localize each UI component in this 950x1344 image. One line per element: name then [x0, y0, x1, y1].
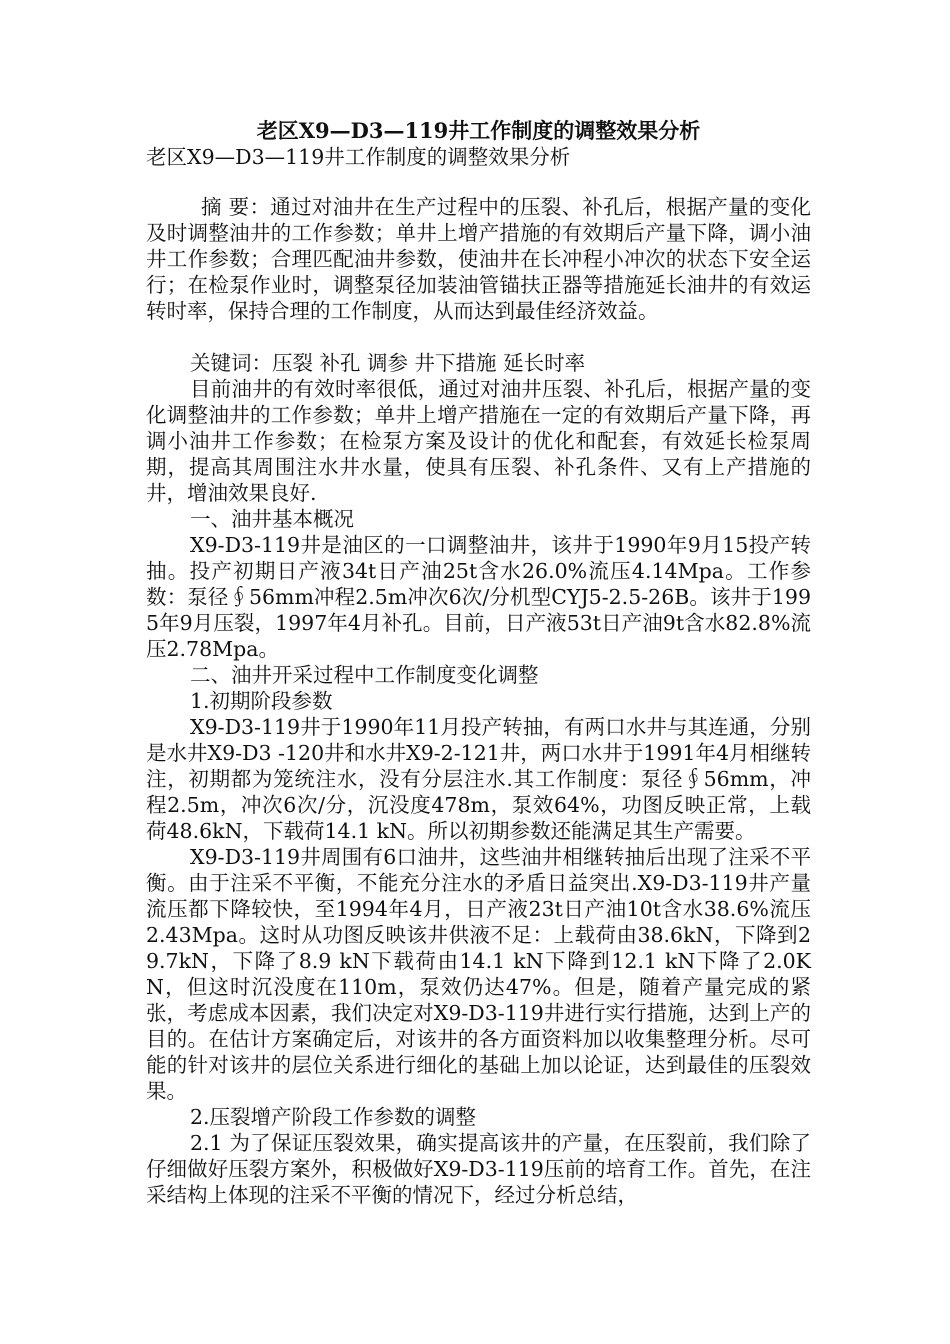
document-page [146, 118, 811, 1208]
abstract-paragraph: 摘 要：通过对油井在生产过程中的压裂、补孔后，根据产量的变化及时调整油井的工作参数；单井上增产措施的有效期后产量下降，调小油井工作参数；合理匹配油井参数，使油井在长冲程小冲次的状态下安全运行；在检泵作业时，调整泵径加装油管锚扶正器等措施延长油井的有效运转时率，保持合理的工作制度，从而达到最佳经济效益。 [146, 195, 811, 323]
well-overview-paragraph: X9-D3-119井是油区的一口调整油井，该井于1990年9月15投产转抽。投产初期日产液34t日产油25t含水26.0%流压4.14Mpa。工作参数：泵径∮56mm冲程2.5m冲次6次/分机型CYJ5-2.5-26B。该井于1995年9月压裂，1997年4月补孔。目前，日产液53t日产油9t含水82.8%流压2.78Mpa。 [146, 533, 811, 661]
initial-stage-paragraph: X9-D3-119井于1990年11月投产转抽，有两口水井与其连通，分别是水井X9-D3 -120井和水井X9-2-121井，两口水井于1991年4月相继转注，初期都为笼统注水，没有分层注水.其工作制度：泵径∮56mm，冲程2.5m，冲次6次/分，沉没度478m，泵效64%，功图反映正常，上载荷48.6kN，下载荷14.1 kN。所以初期参数还能满足其生产需要。 [146, 715, 811, 843]
subsection-heading-1: 1.初期阶段参数 [190, 689, 333, 713]
imbalance-paragraph: X9-D3-119井周围有6口油井，这些油井相继转抽后出现了注采不平衡。由于注采不平衡，不能充分注水的矛盾日益突出.X9-D3-119井产量流压都下降较快，至1994年4月，日产液23t日产油10t含水38.6%流压2.43Mpa。这时从功图反映该井供液不足：上载荷由38.6kN，下降到29.7kN，下降了8.9 kN下载荷由14.1 kN下降到12.1 kN下降了2.0KN，但这时沉没度在110m，泵效仍达47%。但是，随着产量完成的紧张，考虑成本因素，我们决定对X9-D3-119井进行实行措施，达到上产的目的。在估计方案确定后，对该井的各方面资料加以收集整理分析。尽可能的针对该井的层位关系进行细化的基础上加以论证，达到最佳的压裂效果。 [146, 845, 811, 1103]
keywords-line: 关键词：压裂 补孔 调参 井下措施 延长时率 [190, 351, 586, 375]
subsection-heading-2: 2.压裂增产阶段工作参数的调整 [190, 1105, 477, 1129]
fracturing-paragraph: 2.1 为了保证压裂效果，确实提高该井的产量，在压裂前，我们除了仔细做好压裂方案外，积极做好X9-D3-119压前的培育工作。首先，在注采结构上体现的注采不平衡的情况下，经过分析总结， [146, 1131, 811, 1207]
section-heading-1: 一、油井基本概况 [190, 507, 354, 531]
document-subtitle: 老区X9—D3—119井工作制度的调整效果分析 [146, 145, 571, 169]
section-heading-2: 二、油井开采过程中工作制度变化调整 [190, 663, 539, 687]
intro-paragraph: 目前油井的有效时率很低，通过对油井压裂、补孔后，根据产量的变化调整油井的工作参数；单井上增产措施在一定的有效期后产量下降，再调小油井工作参数；在检泵方案及设计的优化和配套，有效延长检泵周期，提高其周围注水井水量，使具有压裂、补孔条件、又有上产措施的井，增油效果良好. [146, 377, 811, 505]
document-title: 老区X9—D3—119井工作制度的调整效果分析 [256, 118, 701, 143]
